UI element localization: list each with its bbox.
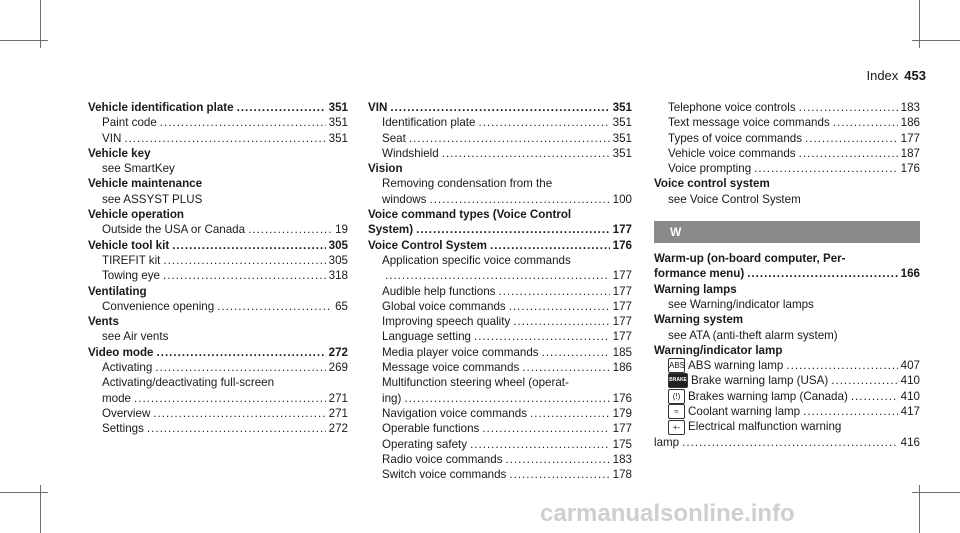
index-heading [368,238,632,253]
dot-leader [682,435,898,450]
entry-text: ing) [382,391,402,405]
dot-leader [506,452,610,467]
page-number: 453 [904,68,926,83]
entry-text: Brakes warning lamp (Canada) [688,389,848,403]
index-entry [368,146,632,161]
index-entry [368,391,632,406]
entry-text: Vision [368,162,403,176]
index-entry [368,284,632,299]
entry-text: see Air vents [102,330,169,344]
entry-text: Voice Control System [368,238,487,252]
page-ref: 185 [612,345,632,359]
index-column-1 [88,100,348,437]
index-heading [368,100,632,115]
entry-text: Warning/indicator lamp [654,343,783,357]
entry-text: VIN [102,131,122,145]
page-ref: 176 [612,238,632,252]
page-ref: 416 [900,435,920,449]
entry-text: see SmartKey [102,162,175,176]
dot-leader [513,314,609,329]
page-ref: 177 [900,131,920,145]
index-heading [88,176,348,191]
index-column-3 [654,100,920,450]
index-entry [654,161,920,176]
dot-leader [155,360,325,375]
entry-text: see ATA (anti-theft alarm system) [668,328,838,342]
entry-text: Switch voice commands [382,468,507,482]
page-ref: 176 [612,391,632,405]
dot-leader [805,131,898,146]
entry-text: Vents [88,315,119,329]
entry-text: Operable functions [382,422,480,436]
entry-text: Paint code [102,116,157,130]
battery-icon: +- [668,420,685,435]
dot-leader [851,389,898,404]
entry-text: see Warning/indicator lamps [668,297,814,311]
dot-leader [153,406,325,421]
index-entry [88,360,348,375]
page-ref: 271 [328,391,348,405]
page-ref: 351 [612,101,632,114]
index-entry [368,299,632,314]
entry-text: Vehicle key [88,146,151,160]
coolant-icon: ≈ [668,404,685,419]
page-ref: 177 [612,330,632,344]
dot-leader [160,115,326,130]
entry-text: System) [368,223,414,237]
index-entry [368,375,632,390]
index-entry [368,268,632,283]
entry-text: Outside the USA or Canada [102,223,246,237]
index-entry [368,345,632,360]
entry-text: Warning lamps [654,282,737,296]
entry-text: Voice prompting [668,162,752,176]
entry-text: Windshield [382,146,439,160]
index-entry [368,360,632,375]
dot-leader [490,238,610,253]
dot-leader [124,131,325,146]
page-ref: 351 [612,116,632,130]
entry-text: formance menu) [654,267,745,281]
index-entry [368,192,632,207]
page-ref: 318 [328,269,348,283]
dot-leader [509,299,610,314]
dot-leader [163,253,325,268]
entry-text: Global voice commands [382,299,506,313]
dot-leader [498,284,609,299]
index-entry [368,131,632,146]
entry-text: Text message voice commands [668,116,830,130]
index-entry [88,253,348,268]
entry-text: ABS warning lamp [688,359,784,373]
index-entry [368,329,632,344]
dot-leader [530,406,610,421]
page-ref: 65 [335,299,348,313]
index-heading [88,238,348,253]
page-ref: 19 [335,223,348,237]
page-ref: 177 [612,223,632,237]
page-ref: 305 [328,253,348,267]
index-heading [368,222,632,237]
dot-leader [747,266,897,281]
page-ref: 351 [612,131,632,145]
letter-heading: W [654,221,920,243]
dot-leader [237,100,326,115]
entry-text: Message voice commands [382,361,520,375]
index-heading [88,314,348,329]
page-ref: 175 [612,437,632,451]
index-entry [88,299,348,314]
abs-icon: ABS [668,358,685,373]
index-entry [368,467,632,482]
index-entry [88,406,348,421]
index-heading [88,284,348,299]
index-heading [88,207,348,222]
entry-text: Vehicle voice commands [668,146,796,160]
index-entry [654,389,920,404]
dot-leader [409,131,610,146]
page-ref: 183 [900,101,920,114]
dot-leader [217,299,332,314]
entry-text: mode [102,391,132,405]
dot-leader [442,146,610,161]
crop-mark [912,40,960,41]
page-ref: 177 [612,422,632,436]
index-entry [654,373,920,388]
index-column-2 [368,100,632,482]
index-entry [368,452,632,467]
index-entry [88,329,348,344]
page-ref: 351 [328,131,348,145]
page-ref: 177 [612,315,632,329]
page-ref: 410 [900,374,920,388]
dot-leader [474,329,610,344]
dot-leader [390,100,609,115]
crop-mark [0,492,48,493]
index-entry [368,253,632,268]
index-entry [654,115,920,130]
page-ref: 166 [900,267,920,281]
entry-text: Warning system [654,313,744,327]
crop-mark [912,492,960,493]
entry-text: Towing eye [102,269,161,283]
page-ref: 177 [612,284,632,298]
entry-text: Voice control system [654,177,770,191]
section-title: Index [866,68,899,83]
index-heading [654,176,920,191]
dot-leader [147,421,326,436]
index-entry [654,404,920,419]
entry-text: VIN [368,101,388,114]
entry-text: Activating/deactivating full-screen [102,376,275,390]
entry-text: Vehicle tool kit [88,238,170,252]
dot-leader [799,146,898,161]
dot-leader [172,238,325,253]
entry-text: Telephone voice controls [668,101,796,114]
page-ref: 186 [900,116,920,130]
entry-text: Voice command types (Voice Control [368,208,572,222]
page-ref: 272 [328,422,348,436]
index-entry [368,314,632,329]
dot-leader [522,360,609,375]
crop-mark [0,40,48,41]
index-heading [654,251,920,266]
index-entry [88,115,348,130]
entry-text: windows [382,192,427,206]
page-ref: 177 [612,299,632,313]
index-entry [654,131,920,146]
index-entry [368,421,632,436]
entry-text: Media player voice commands [382,345,539,359]
entry-text: Vehicle maintenance [88,177,203,191]
index-entry [654,435,920,450]
index-heading [88,345,348,360]
index-entry [654,358,920,373]
entry-text: Language setting [382,330,471,344]
page-ref: 417 [900,405,920,419]
entry-text: Operating safety [382,437,468,451]
entry-text: see Voice Control System [668,192,801,206]
dot-leader [833,115,898,130]
index-entry [88,268,348,283]
dot-leader [509,467,609,482]
entry-text: Activating [102,361,153,375]
entry-text: lamp [654,435,680,449]
page-ref: 305 [328,238,348,252]
page-ref: 187 [900,146,920,160]
page-ref: 183 [612,452,632,466]
entry-text: Application specific voice commands [382,253,571,267]
page-header [866,68,926,83]
entry-text: Electrical malfunction warning [688,420,842,434]
entry-text: Navigation voice commands [382,406,527,420]
page-ref: 100 [612,192,632,206]
index-entry [654,100,920,115]
dot-leader [754,161,898,176]
entry-text: Overview [102,406,151,420]
index-entry [368,437,632,452]
entry-text: Ventilating [88,284,147,298]
page-ref: 179 [612,406,632,420]
entry-text: Identification plate [382,116,476,130]
index-entry [88,161,348,176]
entry-text: see ASSYST PLUS [102,192,203,206]
entry-text: Improving speech quality [382,315,511,329]
entry-text: Removing condensation from the [382,177,553,191]
index-entry [88,375,348,390]
dot-leader [404,391,609,406]
index-entry [88,222,348,237]
brake-icon: BRAKE [668,373,688,388]
page-ref: 351 [328,101,348,114]
entry-text: Types of voice commands [668,131,803,145]
dot-leader [248,222,332,237]
page-ref: 407 [900,359,920,373]
entry-text: Vehicle operation [88,208,184,222]
dot-leader [157,345,326,360]
entry-text: Vehicle identification plate [88,101,234,114]
index-heading [654,266,920,281]
entry-text: Seat [382,131,406,145]
index-entry [368,176,632,191]
entry-text: Brake warning lamp (USA) [691,374,829,388]
page-ref: 178 [612,468,632,482]
index-heading [88,146,348,161]
index-entry [88,421,348,436]
index-entry [368,115,632,130]
index-heading [368,207,632,222]
page-ref: 186 [612,361,632,375]
index-entry [654,192,920,207]
dot-leader [803,404,898,419]
page-ref: 410 [900,389,920,403]
entry-text: Coolant warning lamp [688,405,801,419]
entry-text: Warm-up (on-board computer, Per- [654,252,846,266]
dot-leader [134,391,326,406]
index-entry [654,297,920,312]
page-ref: 176 [900,162,920,176]
entry-text: Multifunction steering wheel (operat- [382,376,569,390]
dot-leader [478,115,609,130]
page-ref: 271 [328,406,348,420]
dot-leader [416,222,610,237]
index-entry [88,192,348,207]
page-ref: 177 [612,269,632,283]
entry-text: Convenience opening [102,299,215,313]
brake-circle-icon: (!) [668,389,685,404]
index-heading [654,343,920,358]
watermark: carmanualsonline.info [540,500,795,527]
page-ref: 272 [328,345,348,359]
dot-leader [429,192,609,207]
index-entry [88,131,348,146]
index-heading [654,282,920,297]
index-heading [368,161,632,176]
dot-leader [470,437,610,452]
entry-text: Settings [102,422,144,436]
dot-leader [831,373,897,388]
entry-text: TIREFIT kit [102,253,161,267]
dot-leader [385,268,610,283]
entry-text: Video mode [88,345,154,359]
entry-text: Audible help functions [382,284,496,298]
index-heading [654,312,920,327]
index-entry [368,406,632,421]
entry-text: Radio voice commands [382,452,503,466]
page-ref: 351 [612,146,632,160]
dot-leader [799,100,898,115]
index-heading [88,100,348,115]
index-entry [654,146,920,161]
index-entry [88,391,348,406]
page-ref: 269 [328,361,348,375]
index-entry [654,328,920,343]
page-ref: 351 [328,116,348,130]
index-entry [654,419,920,434]
dot-leader [163,268,326,283]
dot-leader [542,345,610,360]
dot-leader [482,421,609,436]
dot-leader [786,358,897,373]
